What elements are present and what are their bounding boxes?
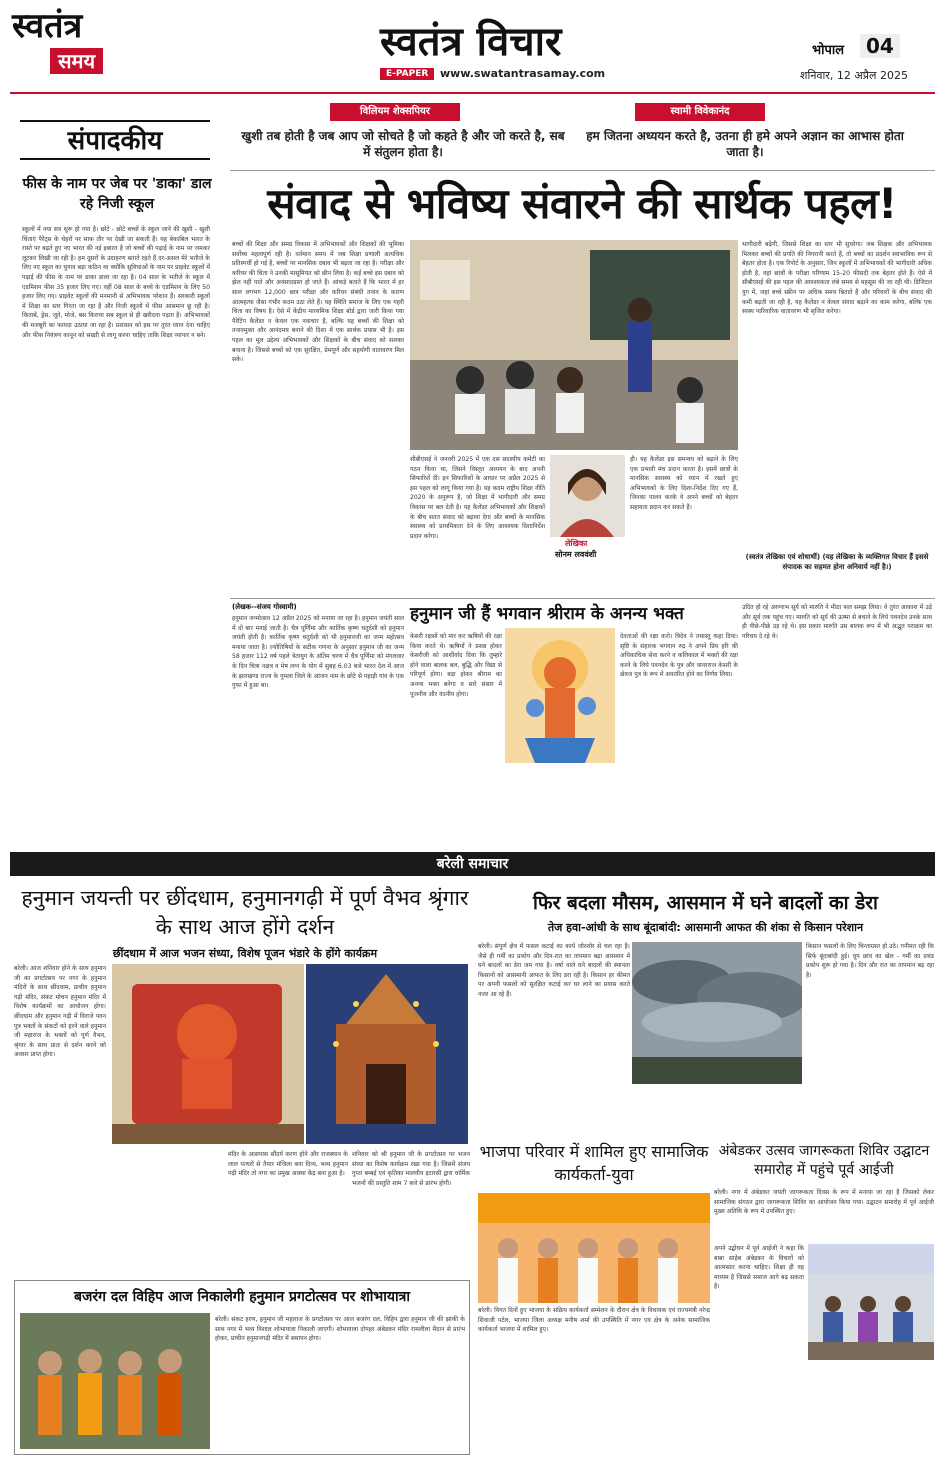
lead-body-right: भागीदारी बढ़ेगी, जिससे शिक्षा का स्तर भी सुधरेगा। जब शिक्षक और अभिभावक मिलकर बच्चों की प्रगति की निगरानी करते हैं, तो बच्चों का प्रदर्शन स्वाभाविक रूप से बेहतर होता है। एक रिपोर्ट के अनुसार, जिन स्कूलों में अभिभावकों की भागीदारी अधिक होती है, वहां छात्रों के परीक्षा परिणाम 15-20 फीसदी तक बेहतर होते हैं। ऐसे में सीबीएसई की इस पहल की आवश्यकता लंबे समय से महसूस की जा रही थी। डिजिटल युग में, जहां बच्चे स्क्रीन पर अधिक समय बिताते हैं और परिवारों के बीच संवाद की कमी बढ़ती जा रही है, यह कैलेंडर न केवल संवाद बढ़ाने का काम करेगा, बल्कि एक स्वस्थ पारिवारिक वातावरण भी सृजित करेगा। [742,241,932,316]
epaper-label: E-PAPER [380,68,434,80]
author-label: लेखिका [565,539,588,548]
story4-body2: अपने उद्बोधन में पूर्व आईजी ने कहा कि बाबा साहेब अंबेडकर के विचारों को आत्मसात करना चाहिए। शिक्षा ही वह माध्यम है जिससे समाज आगे बढ़ सकता है। [714,1245,804,1291]
story2-headline: फिर बदला मौसम, आसमान में घने बादलों का डेरा [533,892,878,914]
story3-body: बरेली। विगत दिनों हुए भाजपा के सक्रिय कार्यकर्ता सम्मेलन के दौरान क्षेत्र के विधायक एवं राज्यमंत्री नरेन्द्र शिवाजी पटेल, भाजपा जिला अध्यक्ष मनीष शर्मा की उपस्थिति में नगर एवं क्षेत्र के अनेक सामाजिक कार्यकर्ता भाजपा में शामिल हुए। [478,1307,710,1334]
editorial-label: संपादकीय [67,126,163,156]
group-photo [20,1313,210,1449]
story2-body2: किसान फसलों के लिए चिन्ताग्रस्त हो उठे। गनीमत रही कि सिर्फ बूंदाबांदी हुई। धूप छांव का खेल - गर्मी का प्रचंड प्रकोप शुरू हो गया है। दिन और रात का तापमान बढ़ रहा है। [806,943,934,979]
hanuman-body-right-a: देवताओं की रक्षा करो। त्रिदेव ने तथास्तु कहा दिया। सृष्टि के संहारक भगवान रुद्र ने अपने प्रिय हरि की अधिकाधिक सेवा करने व कलिकाल में भक्तों की रक्षा करने के लिये पवनदेव के पुत्र और वानरराज केसरी के क्षेत्रज पुत्र के रूप में अवतरित होने का निर्णय लिया। [620,633,738,679]
story5-body: बरेली। संकट हरण, हनुमान जी महाराज के प्रगटोत्सव पर आज बजरंग दल, विहिप द्वारा हनुमान जी की झांकी के साथ नगर में भव्य विशाल शोभायात्रा निकाली जाएगी। शोभायात्रा दोपहर अंबेडकर मंदिर रामलीला मैदान से प्रारंभ होकर, प्राचीन हनुमानगढ़ी मंदिर में समापन होगा। [215,1316,465,1343]
story1-body2: मंदिर के आसपास सौंदर्य करण होने और राजस्थान के लाल पत्थरों से तैयार मंजिला बना दिव्य, भव्य हनुमान गढ़ी मंदिर तो नगर का प्रमुख आस्था केंद्र बना हुआ है। [228,1151,348,1178]
lead-bottom-divider [230,598,935,599]
quote-author-2: स्वामी विवेकानंद [635,103,765,121]
hanuman-illustration [505,628,615,763]
hanuman-headline: हनुमान जी हैं भगवान श्रीराम के अनन्य भक्त [410,604,684,624]
hanuman-body-mid: केसरी रक्षसों को मार कर ऋषियों की रक्षा किया करते थे। ऋषियों ने प्रसन्न होकर केसरीजी को आशीर्वाद दिया कि तुम्हारे होने वाला बालक बल, बुद्धि और विद्या से परिपूर्ण होगा। बड़ा होकर श्रीराम का अनन्य भक्त बनेगा व सारे संसार में पूजनीय और वंदनीय होगा। [410,633,502,698]
cloudy-sky-photo [632,942,802,1084]
hanuman-byline: (लेखक--संजय गोस्वामी) [232,603,297,611]
temple-lights-image [306,964,468,1144]
section-band-label: बरेली समाचार [436,856,509,872]
quote-divider [230,170,935,171]
hanuman-artwork [505,628,615,763]
date-label: शनिवार, 12 अप्रैल 2025 [800,69,908,82]
editorial-header [20,120,210,160]
quote-author-1: विलियम शेक्सपियर [330,103,460,121]
story1-subhead: छींदधाम में आज भजन संध्या, विशेष पूजन भंडारे के होंगे कार्यक्रम [112,947,378,960]
sky-image [632,942,802,1084]
masthead-divider [10,92,935,94]
author-name: सोनम लववंशी [555,550,597,559]
lead-body-mid: सीबीएसई ने जनवरी 2025 में एक दस सदस्यीय कमेटी का गठन किया था, जिसने विस्तृत अध्ययन के बाद अपनी सिफारिशें दीं। इन सिफारिशों के आधार पर अप्रैल 2025 से इस पहल को लागू किया गया है। यह कदम राष्ट्रीय शिक्षा नीति 2020 के अनुरूप है, जो शिक्षा में भागीदारी और समग्र विकास पर बल देती है। यह कैलेंडर अभिभावकों और शिक्षकों के बीच सतत संवाद को बढ़ावा देगा और बच्चों के मानसिक स्वास्थ्य को प्राथमिकता देने के लिए आवश्यक दिशानिर्देश प्रदान करेगा। [410,456,545,540]
editorial-body: स्कूलों में नया सत्र शुरू हो गया है। छोटे - छोटे बच्चों के स्कूल जाने की खुशी - खुशी चिंताएं पैरेंट्स के चेहरों पर साफ़ तौर पर देखी जा सकती हैं। यह बेकाबिल भारत के रास्ते पर बढ़ते हुए नए भारत की नई इबारत है जो बच्चों की पढ़ाई के नाम पर जमकर लूटकर लिखी जा रही है। हम दूसरों के उदाहरण बताते रहते हैं दर-असल मेरे भतीजे के लिए नए स्कूल का चुनाव बड़ा कठिन था क्योंकि सुविधाओं के नाम पर प्राइवेट स्कूलों में पढ़ाई की फीस के नाम पर डाका डाला जा रहा है। 04 साल के भतीजे के स्कूल में एडमिशन फीस 35 हजार लिए गए। वहीं 08 साल के बच्चे के एडमिशन के लिए 50 हजार लिए गए। प्राइवेट स्कूलों की मनमानी से अभिभावक परेशान हैं। सरकारी स्कूलों में शिक्षा का स्तर गिरता जा रहा है और निजी स्कूलों में फीस आसमान छू रही है। किताबें, ड्रेस, जूते, मोजे, बस किराया सब स्कूल से ही खरीदना पड़ता है। अभिभावकों की मजबूरी का फायदा उठाया जा रहा है। प्रशासन को इस पर तुरंत ध्यान देना चाहिए और फीस नियंत्रण कानून को सख्ती से लागू करना चाहिए ताकि शिक्षा व्यापार न बने। [22,226,210,339]
story4-body: बरेली। नगर में अंबेडकर जयंती जागरूकता दिवस के रूप में मनाया जा रहा है जिसको लेकर सामाजिक संगठन द्वारा जागरूकता शिविर का आयोजन किया गया। उद्घाटन समारोह में पूर्व आईजी मुख्य अतिथि के रूप में उपस्थित हुए। [714,1189,934,1216]
lead-body-mid2: ही। यह कैलेंडर इस समन्वय को बढ़ाने के लिए एक प्रभावी मंच प्रदान करता है। इसमें छात्रों के मानसिक स्वास्थ्य को ध्यान में रखते हुए अभिभावकों के लिए दिशा-निर्देश दिए गए हैं, जिनका पालन करके वे अपने बच्चों को बेहतर सहायता प्रदान कर सकते हैं। [630,456,738,511]
website-link[interactable]: www.swatantrasamay.com [440,67,606,80]
lead-body-left: बच्चों की शिक्षा और समग्र विकास में अभिभावकों और शिक्षकों की भूमिका सर्वोच्च महत्वपूर्ण रही है। वर्तमान समय में जब शिक्षा प्रणाली अत्यधिक प्रतिस्पर्धी हो गई है, बच्चों पर मानसिक दबाव भी बढ़ता जा रहा है। परीक्षा और करियर की चिंता ने उनकी मासूमियत को छीन लिया है। कई बच्चे इस दबाव को झेल नहीं पाते और अवसादग्रस्त हो जाते हैं। आंकड़े बताते हैं कि भारत में हर साल लगभग 12,000 छात्र परीक्षा और करियर संबंधी तनाव के कारण आत्महत्या जैसा गंभीर कदम उठा लेते हैं। यह स्थिति समाज के लिए एक गहरी चिंता का विषय है। ऐसे में केंद्रीय माध्यमिक शिक्षा बोर्ड द्वारा जारी किया गया पैरेंटिंग कैलेंडर न केवल एक नवाचार है, बल्कि यह बच्चों की शिक्षा को तनावमुक्त और आनंदमय बनाने की दिशा में एक सार्थक प्रयास भी है। इस पहल का मूल उद्देश्य अभिभावकों और शिक्षकों के बीच संवाद को सशक्त बनाना है। जिससे बच्चों को एक सुरक्षित, प्रेमपूर्ण और सहयोगी वातावरण मिल सके। [232,241,404,364]
hanuman-body-left: हनुमान जन्मोत्सव 12 अप्रैल 2025 को मनाया जा रहा है। हनुमान जयंती साल में दो बार मनाई जाती है। चैत्र पूर्णिमा और कार्तिक कृष्ण चतुर्दशी को हनुमान जयंती होती है। कार्तिक कृष्ण चतुर्दशी को भी हनुमानजी का जन्म महोत्सव मनाया जाता है। ज्योतिषियों के सटीक गणना के अनुसार हनुमान जी का जन्म 58 हजार 112 वर्ष पहले त्रेतायुग के अंतिम चरण में चैत्र पूर्णिमा को मंगलवार के दिन चित्रा नक्षत्र व मेष लग्न के योग में सुबह 6.03 बजे भारत देश में आज के झारखण्ड राज्य के गुमला जिले के आंजन नाम के छोटे से पहाड़ी गांव के एक गुफा में हुआ था। [232,615,404,690]
quote-text-2: हम जितना अध्ययन करते है, उतना ही हमे अपने अज्ञान का आभास होता जाता है। [586,129,904,159]
section-band [10,852,935,876]
ambedkar-event-photo [808,1244,934,1360]
logo-bottom: समय [50,48,103,74]
bjp-group-photo [478,1193,710,1303]
story2-subhead: तेज हवा-आंधी के साथ बूंदाबांदी: आसमानी आफत की शंका से किसान परेशान [547,921,864,934]
story3-headline: भाजपा परिवार में शामिल हुए सामाजिक कार्यकर्ता-युवा [479,1142,709,1184]
temple-photo-2 [306,964,468,1144]
story1-headline: हनुमान जयन्ती पर छींदधाम, हनुमानगढ़ी में पूर्ण वैभव श्रृंगार के साथ आज होंगे दर्शन [21,886,469,939]
city-label: भोपाल [812,43,845,58]
seminar-photo [808,1244,934,1360]
quote-text-1: खुशी तब होती है जब आप जो सोचते है जो कहते है और जो करते है, सब में संतुलन होता है। [241,129,565,159]
temple-photo-1 [112,964,304,1144]
author-portrait [550,455,625,537]
temple-idol-image [112,964,304,1144]
page-number: 04 [860,34,900,58]
bajrang-dal-photo [20,1313,210,1449]
logo [12,6,122,86]
hanuman-body-right-b: उदित हो रहे अरुणाभ सूर्य को मारुति ने मीठा फल समझ लिया। वे तुरंत आकाश में उड़े और सूर्य तक पहुंच गए। मारुति को सूर्य की ऊष्मा से बचाने के लिये पवनदेव उनके साथ ही पीछे-पीछे उड़ रहे थे। इस प्रकार मारुति उस बालक रूप में भी अद्भुत पराक्रम का परिचय दे रहे थे। [742,604,932,640]
story1-body: बरेली। आज शनिवार होने के साथ हनुमान जी का प्रगटोत्सव पर नगर के हनुमान मंदिरों के साथ छींदधाम, प्राचीन हनुमान गढ़ी मंदिर, संकट मोचन हनुमान मंदिर में विशेष कार्यक्रमों का आयोजन होगा। छींदधाम और हनुमान गढ़ी में विराजे पवन पुत्र भक्तों के संकटों को हरने वाले हनुमान जी महाराज के भक्तों को पूर्ण वैभव, श्रृंगार के साथ प्रातः से दर्शन करने को अवसर प्राप्त होगा। [14,965,106,1059]
logo-top: स्वतंत्र [12,6,83,46]
editorial-headline: फीस के नाम पर जेब पर 'डाका' डाल रहे निजी स्कूल [22,176,212,212]
classroom-illustration [410,240,738,450]
section-title: स्वतंत्र विचार [380,19,562,65]
lead-disclaimer: (स्वतंत्र लेखिका एवं शोधार्थी) (यह लेखिका के व्यक्तिगत विचार हैं इससे संपादक का सहमत होना अनिवार्य नहीं है।) [745,553,929,571]
bjp-event-photo [478,1193,710,1303]
story5-headline: बजरंग दल विहिप आज निकालेगी हनुमान प्रगटोत्सव पर शोभायात्रा [74,1289,410,1305]
lead-headline: संवाद से भविष्य संवारने की सार्थक पहल! [267,179,897,228]
story1-body3: शनिवार को श्री हनुमान जी के प्रगटोत्सव पर भजन संध्या का विशेष कार्यक्रम रखा गया है। जिसमें संजय गुप्ता बम्बई एवं कृतिका मालवीय इटारसी द्वारा धार्मिक भजनों की प्रस्तुति शाम 7 बजे से प्रारंभ होगी। [352,1151,470,1187]
story2-body: बरेली। संपूर्ण क्षेत्र में फसल कटाई का कार्य जोरशोर से चल रहा है। जैसे ही गर्मी का प्रकोप और दिन-रात का तापमान बढ़ा आसमान में घने बादलों का डेरा जम गया है। वर्षा वाले घने बादलों की स्थानता किसानों को आसमानी आफत के लिए डरा रही है। किसान हर कीमत पर अपनी फसलों को सुरक्षित कटाई कर घर लाने का प्रयास करते नजर आ रहे हैं। [478,943,630,998]
classroom-photo [410,240,738,450]
author-photo [550,455,625,537]
story4-headline: अंबेडकर उत्सव जागरूकता शिविर उद्घाटन समारोह में पहुंचे पूर्व आईजी [718,1143,930,1178]
